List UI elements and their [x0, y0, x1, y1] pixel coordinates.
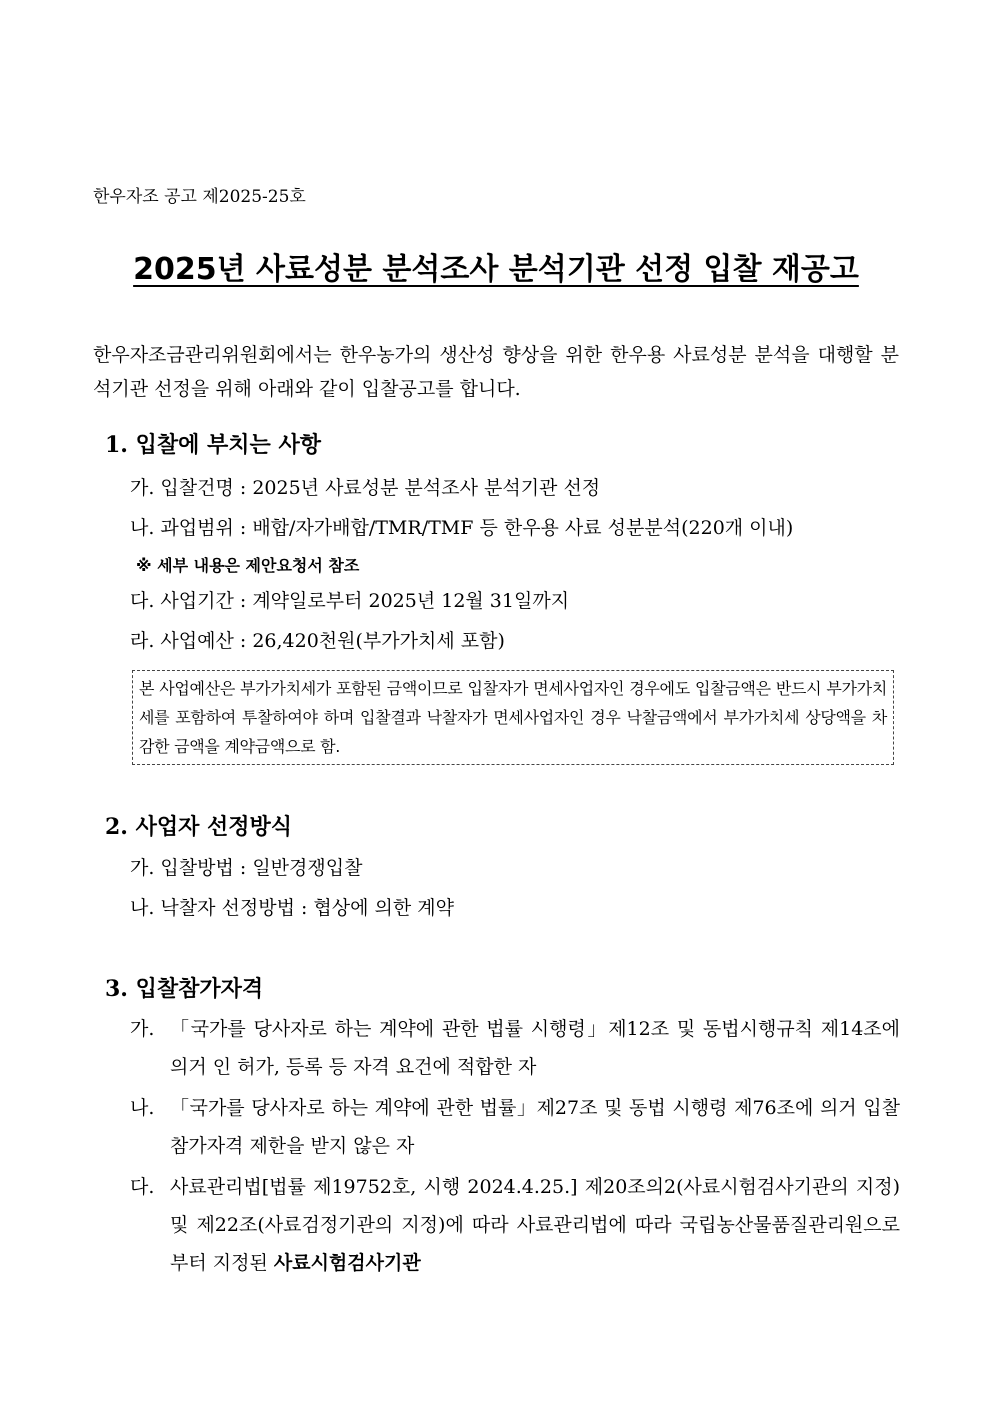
section3-item-text: 「국가를 당사자로 하는 계약에 관한 법률 시행령」제12조 및 동법시행규칙 제14조에 의거 인 허가, 등록 등 자격 요건에 적합한 자	[170, 1018, 900, 1078]
section2-heading: 2. 사업자 선정방식	[105, 814, 293, 840]
section3-item-label: 다.	[130, 1176, 155, 1198]
document-title	[0, 250, 992, 290]
section3-item-da	[130, 1168, 900, 1282]
intro-paragraph: 한우자조금관리위원회에서는 한우농가의 생산성 향상을 위한 한우용 사료성분 분석을 대행할 분석기관 선정을 위해 아래와 같이 입찰공고를 합니다.	[93, 344, 899, 400]
section3-item-bold-text: 사료시험검사기관	[273, 1252, 421, 1274]
section1-item-scope: 나. 과업범위 : 배합/자가배합/TMR/TMF 등 한우용 사료 성분분석(220개 이내)	[130, 517, 794, 539]
section3-item-ga	[130, 1010, 900, 1086]
section1-item-title: 가. 입찰건명 : 2025년 사료성분 분석조사 분석기관 선정	[130, 477, 601, 499]
section3-item-label: 나.	[130, 1097, 155, 1119]
section1-note: ※ 세부 내용은 제안요청서 참조	[136, 556, 360, 575]
section2-item-selection: 나. 낙찰자 선정방법 : 협상에 의한 계약	[130, 897, 454, 919]
document-title-text: 2025년 사료성분 분석조사 분석기관 선정 입찰 재공고	[133, 252, 859, 287]
budget-note-box: 본 사업예산은 부가가치세가 포함된 금액이므로 입찰자가 면세사업자인 경우에도 입찰금액은 반드시 부가가치세를 포함하여 투찰하여야 하며 입찰결과 낙찰자가 면세사업자인 경우 낙찰금액에서 부가가치세 상당액을 차감한 금액을 계약금액으로 함.	[132, 670, 894, 765]
section3-heading: 3. 입찰참가자격	[105, 976, 264, 1002]
section3-item-label: 가.	[130, 1018, 155, 1040]
section3-item-na	[130, 1089, 900, 1165]
section1-heading: 1. 입찰에 부치는 사항	[105, 432, 321, 458]
section3-item-text: 「국가를 당사자로 하는 계약에 관한 법률」제27조 및 동법 시행령 제76조에 의거 입찰참가자격 제한을 받지 않은 자	[170, 1097, 900, 1157]
section3-item-text-wrap	[170, 1168, 900, 1282]
section1-item-budget: 라. 사업예산 : 26,420천원(부가가치세 포함)	[130, 630, 505, 652]
section1-item-period: 다. 사업기간 : 계약일로부터 2025년 12월 31일까지	[130, 590, 570, 612]
section3-item-text: 사료관리법[법률 제19752호, 시행 2024.4.25.] 제20조의2(사료시험검사기관의 지정) 및 제22조(사료검정기관의 지정)에 따라 사료관리법에 따라 국립농산물품질관리원으로부터 지정된	[170, 1176, 900, 1274]
section2-item-method: 가. 입찰방법 : 일반경쟁입찰	[130, 857, 363, 879]
notice-number: 한우자조 공고 제2025-25호	[93, 187, 306, 207]
